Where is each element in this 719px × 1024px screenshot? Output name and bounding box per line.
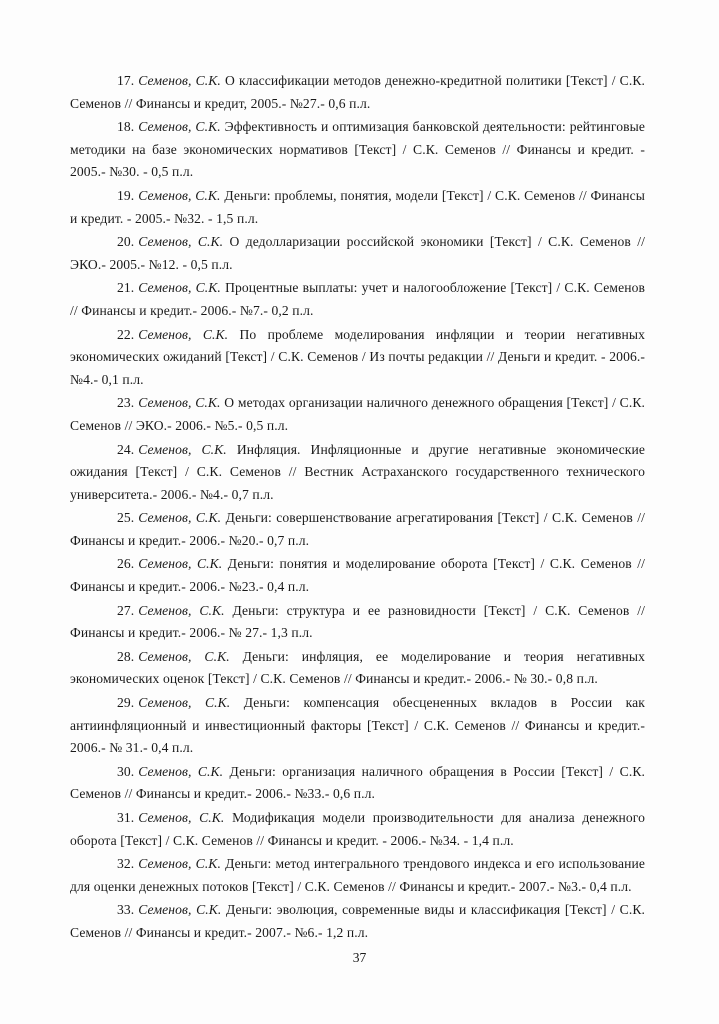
- entry-text: О классификации методов денежно-кредитной политики [Текст] / С.К. Семенов // Финансы и кредит, 2005.- №27.- 0,6 п.л.: [70, 73, 645, 111]
- entry-text: Процентные выплаты: учет и налогообложение [Текст] / С.К. Семенов // Финансы и кредит.- 2006.- №7.- 0,2 п.л.: [70, 280, 645, 318]
- bibliography-entry: [70, 807, 645, 852]
- entry-author: Семенов, С.К.: [138, 602, 225, 618]
- bibliography-entry: [70, 553, 645, 598]
- bibliography-entry: [70, 185, 645, 230]
- entry-text: О дедолларизации российской экономики [Текст] / С.К. Семенов // ЭКО.- 2005.- №12. - 0,5 п.л.: [70, 234, 645, 272]
- entry-number: 24.: [117, 441, 135, 457]
- entry-number: 19.: [117, 187, 135, 203]
- bibliography-entry: [70, 231, 645, 276]
- entry-number: 28.: [117, 648, 135, 664]
- entry-text: Эффективность и оптимизация банковской деятельности: рейтинговые методики на базе экономических нормативов [Текст] / С.К. Семенов // Финансы и кредит. - 2005.- №30. - 0,5 п.л.: [70, 119, 646, 180]
- entry-text: Деньги: инфляция, ее моделирование и теория негативных экономических оценок [Текст] / С.К. Семенов // Финансы и кредит.- 2006.- № 30.- 0,8 п.л.: [70, 648, 646, 687]
- entry-text: Инфляция. Инфляционные и другие негативные экономические ожидания [Текст] / С.К. Семенов // Вестник Астраханского государственного технического университета.- 2006.- №4.- 0,7 п.л.: [70, 441, 646, 502]
- bibliography-list: [70, 70, 645, 946]
- entry-number: 21.: [117, 280, 135, 296]
- entry-number: 18.: [117, 119, 135, 135]
- bibliography-entry: [70, 692, 645, 760]
- bibliography-entry: [70, 324, 645, 392]
- entry-text: О методах организации наличного денежного обращения [Текст] / С.К. Семенов // ЭКО.- 2006.- №5.- 0,5 п.л.: [70, 395, 646, 433]
- entry-text: Деньги: понятия и моделирование оборота [Текст] / С.К. Семенов // Финансы и кредит.- 2006.- №23.- 0,4 п.л.: [70, 556, 645, 595]
- entry-text: Деньги: эволюция, современные виды и классификация [Текст] / С.К. Семенов // Финансы и кредит.- 2007.- №6.- 1,2 п.л.: [70, 902, 646, 940]
- entry-author: Семенов, С.К.: [138, 441, 227, 457]
- entry-author: Семенов, С.К.: [138, 695, 231, 711]
- bibliography-entry: [70, 116, 645, 184]
- entry-number: 33.: [117, 902, 135, 918]
- entry-text: По проблеме моделирования инфляции и теории негативных экономических ожиданий [Текст] / С.К. Семенов / Из почты редакции // Деньги и кредит. - 2006.- №4.- 0,1 п.л.: [70, 326, 645, 387]
- entry-author: Семенов, С.К.: [138, 902, 222, 918]
- entry-number: 25.: [117, 510, 135, 526]
- entry-author: Семенов, С.К.: [138, 556, 223, 572]
- entry-text: Деньги: совершенствование агрегатирования [Текст] / С.К. Семенов // Финансы и кредит.- 2006.- №20.- 0,7 п.л.: [70, 510, 646, 548]
- entry-author: Семенов, С.К.: [138, 326, 229, 342]
- entry-text: Деньги: организация наличного обращения в России [Текст] / С.К. Семенов // Финансы и кредит.- 2006.- №33.- 0,6 п.л.: [70, 763, 646, 802]
- entry-number: 32.: [117, 856, 135, 872]
- entry-text: Деньги: метод интегрального трендового индекса и его использование для оценки денежных потоков [Текст] / С.К. Семенов // Финансы и кредит.- 2007.- №3.- 0,4 п.л.: [70, 856, 645, 894]
- entry-number: 31.: [117, 810, 135, 825]
- bibliography-entry: [70, 507, 645, 552]
- entry-text: Модификация модели производительности для анализа денежного оборота [Текст] / С.К. Семенов // Финансы и кредит. - 2006.- №34. - 1,4 п.л.: [70, 810, 645, 848]
- entry-author: Семенов, С.К.: [138, 810, 225, 825]
- bibliography-entry: [70, 853, 645, 898]
- entry-author: Семенов, С.К.: [138, 187, 221, 203]
- entry-text: Деньги: структура и ее разновидности [Текст] / С.К. Семенов // Финансы и кредит.- 2006.- № 27.- 1,3 п.л.: [70, 602, 645, 641]
- entry-text: Деньги: компенсация обесцененных вкладов в России как антиинфляционный и инвестиционный факторы [Текст] / С.К. Семенов // Финансы и кредит.- 2006.- № 31.- 0,4 п.л.: [70, 695, 646, 756]
- entry-author: Семенов, С.К.: [138, 395, 221, 411]
- entry-author: Семенов, С.К.: [138, 763, 224, 779]
- bibliography-entry: [70, 392, 645, 437]
- entry-number: 22.: [117, 326, 135, 342]
- bibliography-entry: [70, 761, 645, 806]
- bibliography-entry: [70, 70, 645, 115]
- entry-number: 30.: [117, 763, 135, 779]
- bibliography-entry: [70, 600, 645, 645]
- entry-author: Семенов, С.К.: [138, 280, 221, 296]
- entry-number: 20.: [117, 234, 135, 250]
- entry-number: 27.: [117, 602, 135, 618]
- entry-number: 17.: [117, 73, 135, 88]
- bibliography-entry: [70, 277, 645, 322]
- bibliography-entry: [70, 439, 645, 507]
- entry-author: Семенов, С.К.: [138, 119, 221, 135]
- entry-author: Семенов, С.К.: [138, 856, 221, 872]
- entry-author: Семенов, С.К.: [138, 648, 230, 664]
- entry-author: Семенов, С.К.: [138, 234, 224, 250]
- entry-number: 29.: [117, 695, 135, 711]
- entry-number: 26.: [117, 556, 135, 572]
- entry-text: Деньги: проблемы, понятия, модели [Текст] / С.К. Семенов // Финансы и кредит. - 2005.- №32. - 1,5 п.л.: [70, 187, 645, 226]
- entry-author: Семенов, С.К.: [138, 73, 221, 88]
- entry-number: 23.: [117, 395, 135, 411]
- bibliography-entry: [70, 899, 645, 944]
- page-number: 37: [352, 950, 367, 965]
- entry-author: Семенов, С.К.: [138, 510, 222, 526]
- bibliography-entry: [70, 646, 645, 691]
